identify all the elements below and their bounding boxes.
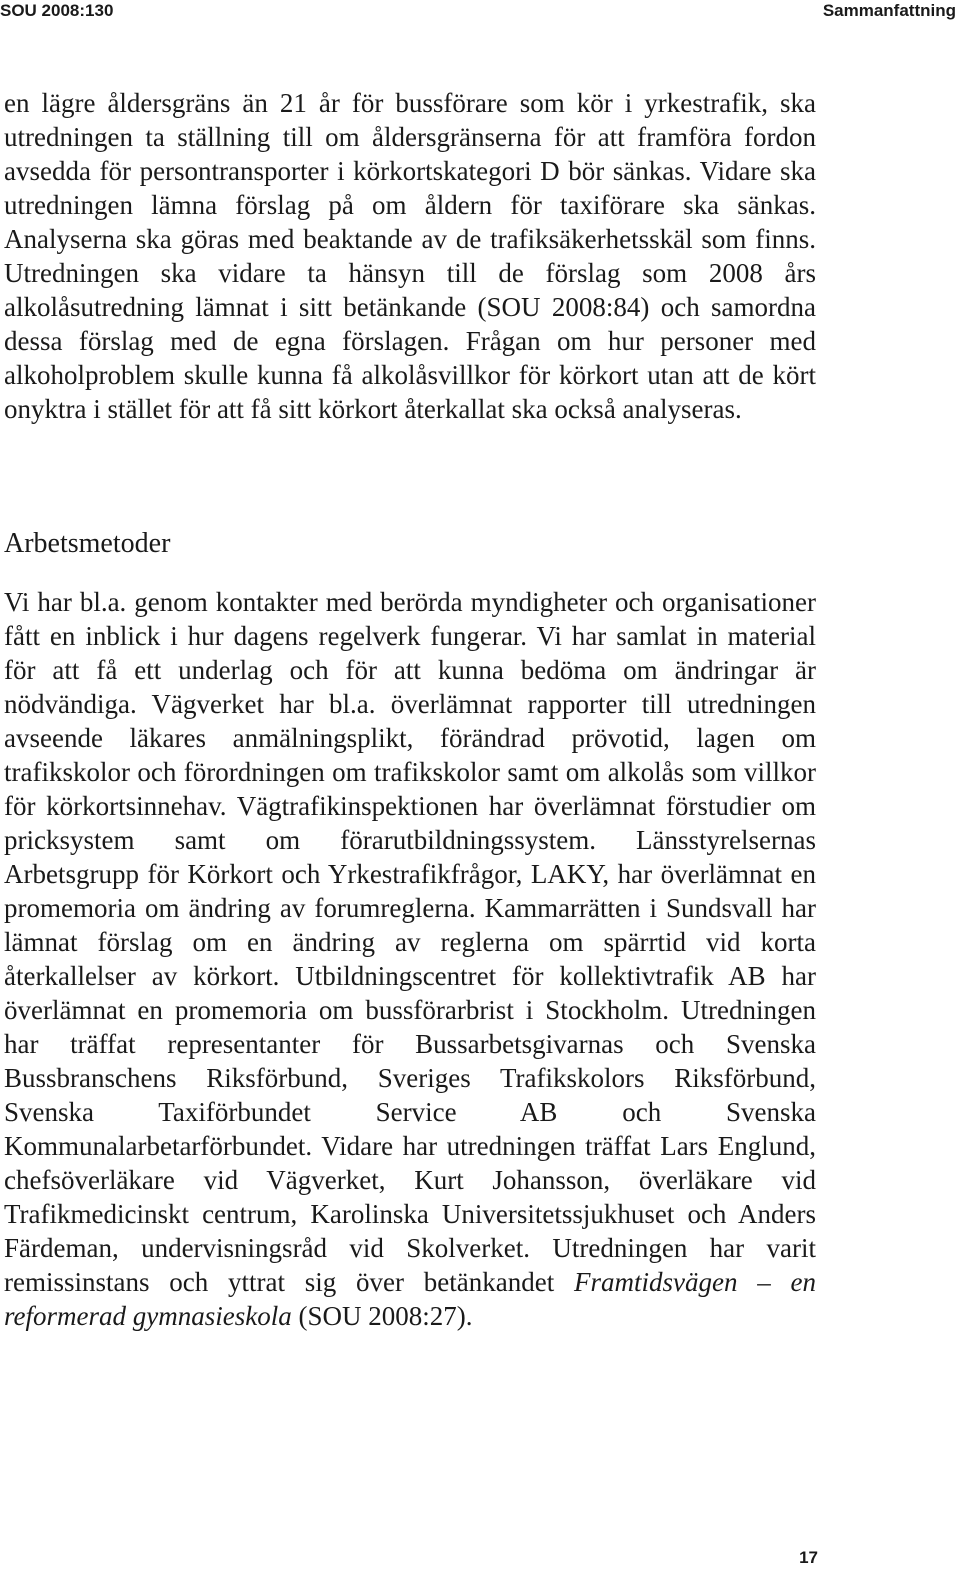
chapter-title: Sammanfattning	[822, 1, 956, 20]
body-paragraph	[4, 585, 816, 1333]
page-number: 17	[799, 1548, 818, 1567]
document-reference: SOU 2008:130	[0, 1, 114, 20]
running-header	[0, 0, 960, 22]
paragraph-text: Vi har bl.a. genom kontakter med berörda myndigheter och organisationer fått en inblick i hur dagens regelverk fungerar. Vi har samlat in material för att få ett underlag och för att kunna bedöma om ändringar är nödvändiga. Vägverket har bl.a. överlämnat rapporter till utredningen avseende läkares anmälningsplikt, förändrad prövotid, lagen om trafikskolor och förordningen om trafikskolor samt om alkolås som villkor för körkortsinnehav. Vägtrafikinspektionen har överlämnat förstudier om pricksystem samt om förarutbildningssystem. Länsstyrelsernas Arbetsgrupp för Körkort och Yrkestrafikfrågor, LAKY, har överlämnat en promemoria om ändring av forumreglerna. Kammarrätten i Sundsvall har lämnat förslag om en ändring av reglerna om spärrtid vid korta återkallelser av körkort. Utbildningscentret för kollektivtrafik AB har överlämnat en promemoria om bussförarbrist i Stockholm. Utredningen har träffat representanter för Bussarbetsgivarnas och Svenska Bussbranschens Riksförbund, Sveriges Trafikskolors Riksförbund, Svenska Taxiförbundet Service AB och Svenska Kommunalarbetarförbundet. Vidare har utredningen träffat Lars Englund, chefsöverläkare vid Vägverket, Kurt Johansson, överläkare vid Trafikmedicinskt centrum, Karolinska Universitetssjukhuset och Anders Färdeman, undervisningsråd vid Skolverket. Utredningen har varit remissinstans och yttrat sig över betänkandet	[4, 587, 816, 1297]
body-paragraph: en lägre åldersgräns än 21 år för bussförare som kör i yrkestrafik, ska utredningen ta ställning till om åldersgränserna för att framföra fordon avsedda för persontransporter i körkortskategori D bör sänkas. Vidare ska utredningen lämna förslag på om åldern för taxiförare ska sänkas. Analyserna ska göras med beaktande av de trafiksäkerhetsskäl som finns. Utredningen ska vidare ta hänsyn till de förslag som 2008 års alkolåsutredning lämnat i sitt betänkande (SOU 2008:84) och samordna dessa förslag med de egna förslagen. Frågan om hur personer med alkoholproblem skulle kunna få alkolåsvillkor för körkort utan att de kört onyktra i stället för att få sitt körkort återkallat ska också analyseras.	[4, 88, 816, 424]
report-title-italic: Framtidsvägen – en reformerad gymnasieskola	[4, 1267, 816, 1331]
paragraph-text-end: (SOU 2008:27).	[291, 1301, 473, 1331]
section-heading: Arbetsmetoder	[4, 528, 171, 559]
